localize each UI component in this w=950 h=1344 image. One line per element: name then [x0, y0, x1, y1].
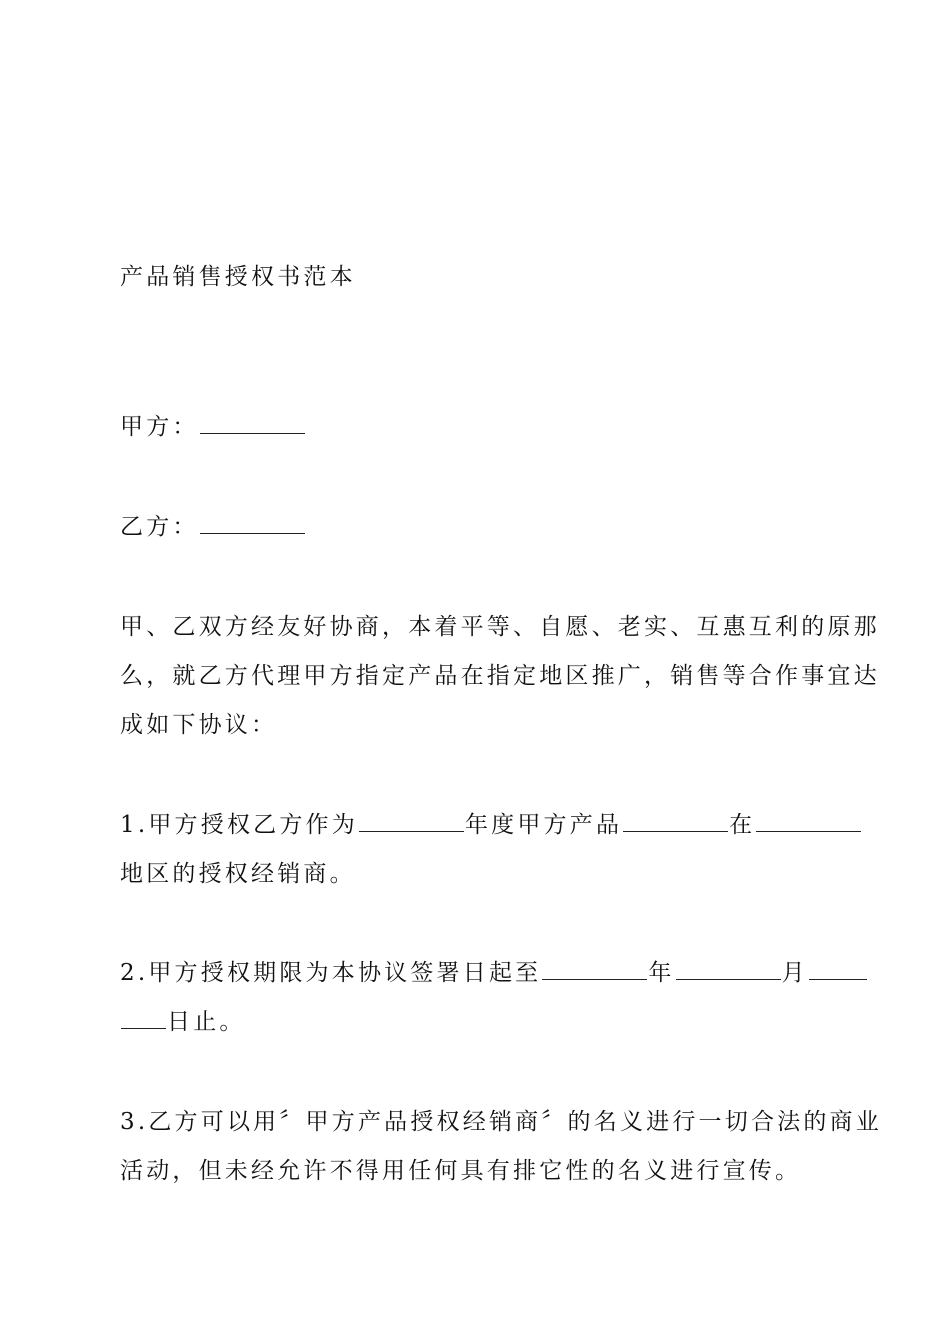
party-b-label: 乙方： [120, 514, 199, 540]
clause-1-line-2: 地区的授权经销商。 [120, 861, 356, 887]
clause-3-line-1: 3.乙方可以用〞甲方产品授权经销商〞的名义进行一切合法的商业 [120, 1109, 882, 1135]
clause-2-blank-month [676, 959, 781, 980]
clause-1-text-b: 年度甲方产品 [464, 812, 623, 838]
clause-3-line-2: 活动，但未经允许不得用任何具有排它性的名义进行宣传。 [120, 1158, 802, 1184]
clause-2-text-c: 月 [781, 960, 808, 986]
clause-1-line-1 [120, 810, 840, 840]
party-b-line [120, 512, 840, 542]
party-a-line [120, 412, 840, 442]
clause-2-line-1 [120, 958, 840, 988]
clause-2-line-2 [120, 1007, 840, 1037]
clause-2-text-d: 日止。 [167, 1009, 246, 1035]
clause-1-text-a: 1.甲方授权乙方作为 [120, 812, 358, 838]
intro-line-2: 么，就乙方代理甲方指定产品在指定地区推广，销售等合作事宜达 [120, 663, 880, 689]
intro-line-1: 甲、乙双方经友好协商，本着平等、自愿、老实、互惠互利的原那 [120, 614, 880, 640]
clause-2-blank-day-a [809, 959, 867, 980]
clause-1-blank-product [623, 811, 728, 832]
clause-1-blank-region [756, 811, 861, 832]
party-b-blank [200, 513, 305, 534]
clause-2-text-b: 年 [648, 960, 675, 986]
clause-2-blank-day-b [121, 1008, 166, 1029]
clause-1-text-c: 在 [729, 812, 756, 838]
clause-1-blank-year [359, 811, 464, 832]
intro-line-3: 成如下协议： [120, 712, 278, 738]
party-a-label: 甲方： [120, 414, 199, 440]
clause-2-blank-year [542, 959, 647, 980]
document-title: 产品销售授权书范本 [120, 264, 356, 290]
clause-2-text-a: 2.甲方授权期限为本协议签署日起至 [120, 960, 542, 986]
party-a-blank [200, 413, 305, 434]
